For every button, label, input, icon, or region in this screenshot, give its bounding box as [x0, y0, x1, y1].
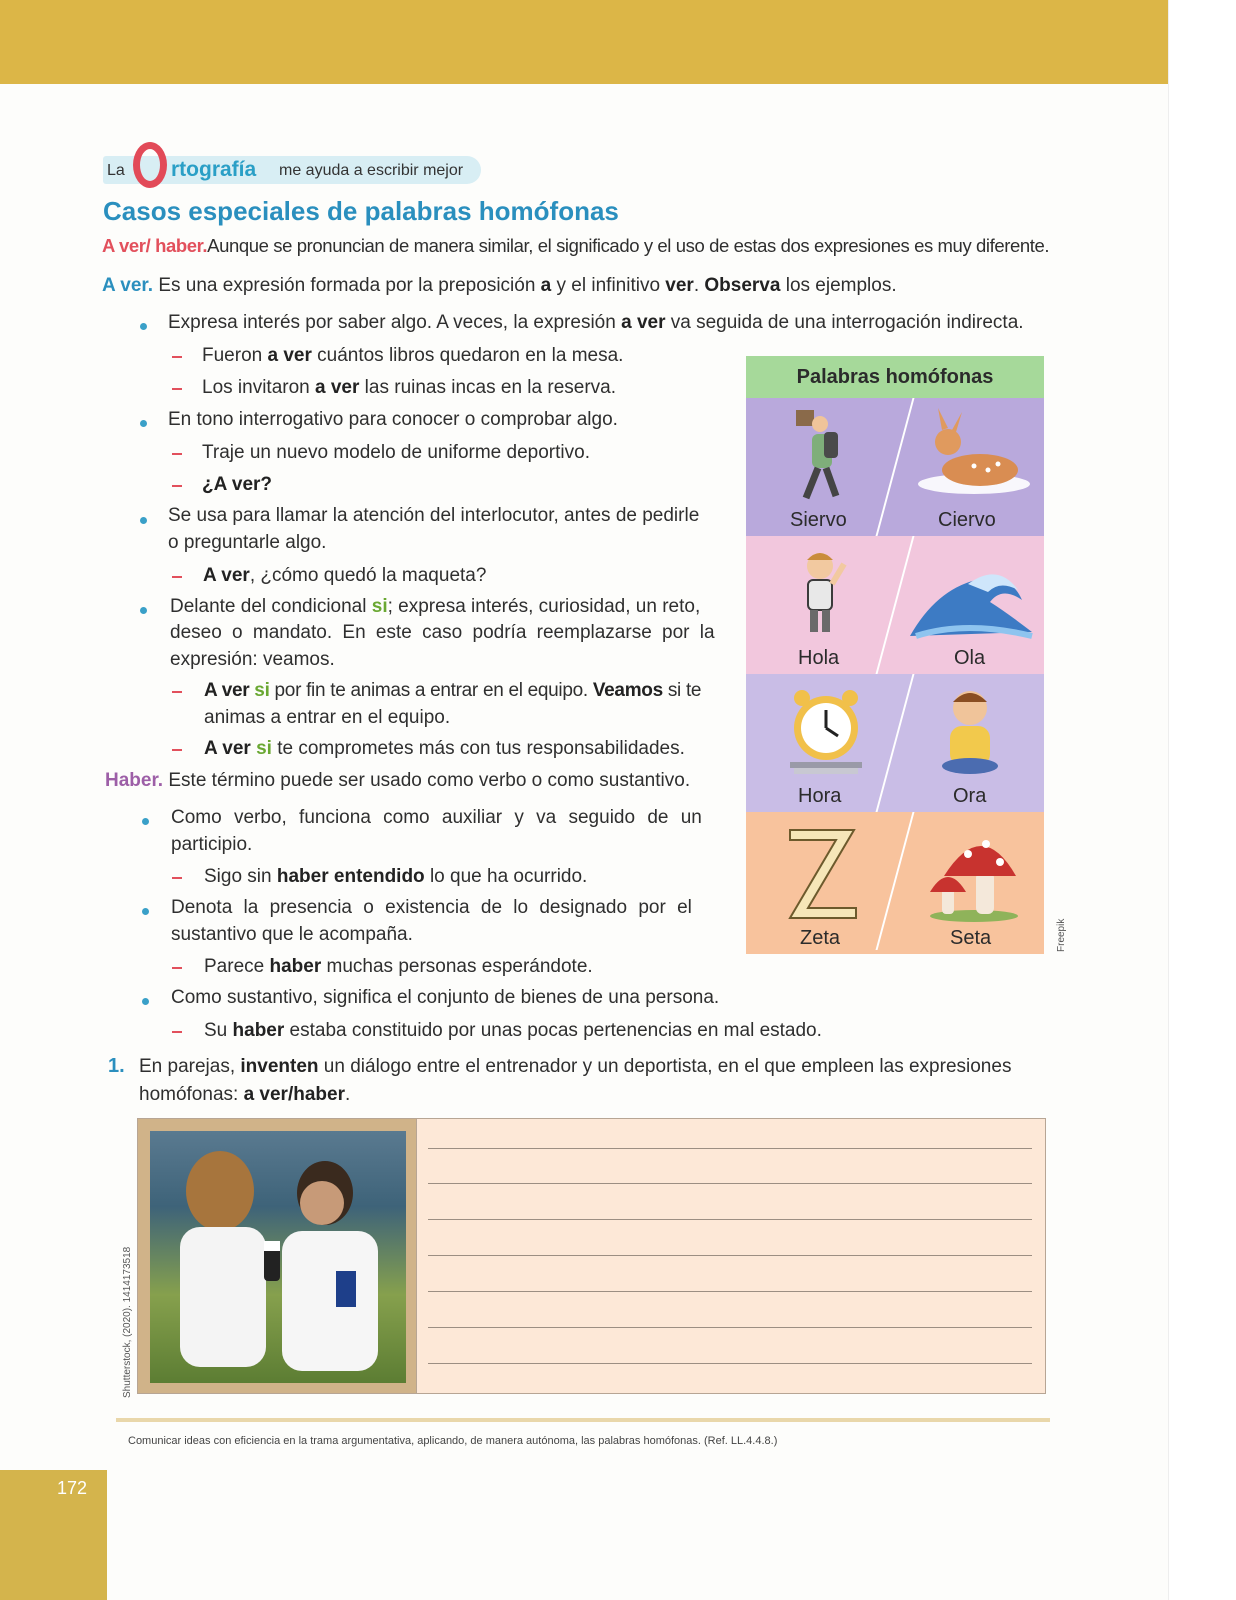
bullet-3-line-2: o preguntarle algo.	[168, 532, 327, 553]
a-ver-text: los ejemplos.	[780, 275, 897, 296]
homophone-right: Ola	[954, 647, 986, 669]
bullet-3-line-1: Se usa para llamar la atención del interlocutor, antes de pedirle	[168, 505, 700, 526]
header-ortografia: rtografía	[171, 158, 257, 181]
example-6-line-1: A ver si por fin te animas a entrar en el equipo. Veamos si te	[204, 680, 702, 701]
praying-boy-icon	[934, 682, 1004, 782]
walking-servant-icon	[784, 406, 854, 506]
exercise-line-1: En parejas, inventen un diálogo entre el entrenador y un deportista, en el que empleen las expresiones	[139, 1056, 1012, 1077]
letter-z-icon	[786, 826, 860, 920]
homophone-left: Hora	[798, 785, 842, 807]
example-1: Fueron a ver cuántos libros quedaron en la mesa.	[202, 345, 624, 366]
dash-icon	[172, 388, 182, 390]
a-ver-bold-a: a	[540, 275, 552, 296]
example-5: A ver, ¿cómo quedó la maqueta?	[203, 565, 487, 586]
interview-illustration	[150, 1131, 406, 1383]
bullet-icon	[142, 818, 149, 825]
a-ver-bold-observa: Observa	[704, 275, 781, 296]
dash-icon	[172, 453, 182, 455]
homophone-left: Siervo	[790, 509, 847, 531]
homophone-row	[746, 674, 1044, 812]
homophone-row	[746, 536, 1044, 674]
bullet-4-line-1: Delante del condicional si; expresa interés, curiosidad, un reto,	[170, 596, 701, 617]
writing-line	[428, 1363, 1032, 1364]
interview-photo	[137, 1118, 417, 1394]
bullet-icon	[140, 323, 147, 330]
dash-icon	[172, 877, 182, 879]
dash-icon	[172, 749, 182, 751]
homophone-left: Hola	[798, 647, 840, 669]
bullet-6-line-2: sustantivo que le acompaña.	[171, 924, 413, 945]
page-number-tab	[0, 1470, 107, 1600]
photo-scene	[150, 1131, 406, 1383]
mushroom-icon	[926, 822, 1022, 922]
bullet-4-line-2: deseo o mandato. En este caso podría reemplazarse por la	[170, 622, 715, 643]
dash-icon	[172, 485, 182, 487]
a-ver-text: y el infinitivo	[551, 275, 666, 296]
page-number: 172	[57, 1478, 88, 1498]
homophone-left: Zeta	[800, 927, 841, 949]
example-10: Su haber estaba constituido por unas pocas pertenencias en mal estado.	[204, 1020, 822, 1041]
footer-rule	[116, 1418, 1050, 1422]
dash-icon	[172, 1031, 182, 1033]
writing-line	[428, 1219, 1032, 1220]
a-ver-bold-ver: ver	[665, 275, 694, 296]
haber-paragraph: Haber. Este término puede ser usado como verbo o como sustantivo.	[105, 770, 691, 791]
row-divider	[876, 398, 915, 536]
dash-icon	[172, 356, 182, 358]
intro-paragraph	[102, 232, 1049, 259]
footer-skill-text: Comunicar ideas con eficiencia en la trama argumentativa, aplicando, de manera autónoma, las palabras homófonas. (Ref. LL.4.4.8.)	[128, 1435, 778, 1447]
example-2: Los invitaron a ver las ruinas incas en la reserva.	[202, 377, 617, 398]
writing-line	[428, 1327, 1032, 1328]
bullet-icon	[140, 420, 147, 427]
bullet-icon	[142, 998, 149, 1005]
homophone-right: Seta	[950, 927, 992, 949]
top-color-band	[0, 0, 1175, 84]
bullet-6-line-1: Denota la presencia o existencia de lo designado por el	[171, 897, 692, 918]
homophone-row	[746, 398, 1044, 536]
deer-icon	[914, 408, 1034, 500]
writing-line	[428, 1291, 1032, 1292]
dash-icon	[172, 691, 182, 693]
photo-credit: Shutterstock, (2020). 1414173518	[122, 1246, 133, 1398]
wave-icon	[906, 550, 1036, 642]
header-la: La	[107, 162, 125, 179]
bullet-icon	[140, 607, 147, 614]
exercise-line-2: homófonas: a ver/haber.	[139, 1084, 351, 1105]
header-subtitle: me ayuda a escribir mejor	[279, 162, 464, 179]
bullet-5-line-1: Como verbo, funciona como auxiliar y va seguido de un	[171, 807, 702, 828]
dash-icon	[172, 576, 182, 578]
example-6-line-2: animas a entrar en el equipo.	[204, 707, 451, 728]
row-divider	[876, 812, 915, 950]
page-edge	[1168, 0, 1236, 1600]
row-divider	[876, 674, 915, 812]
writing-line	[428, 1183, 1032, 1184]
a-ver-text: .	[693, 275, 705, 296]
card-header	[746, 356, 1044, 398]
intro-text: Aunque se pronuncian de manera similar, el significado y el uso de estas dos expresiones es muy diferente.	[207, 235, 1050, 256]
bullet-icon	[142, 908, 149, 915]
example-4: ¿A ver?	[202, 474, 273, 495]
bullet-2: En tono interrogativo para conocer o comprobar algo.	[168, 409, 618, 430]
a-ver-text: Es una expresión formada por la preposición	[153, 275, 541, 296]
bullet-5-line-2: participio.	[171, 834, 253, 855]
writing-line	[428, 1255, 1032, 1256]
example-9: Parece haber muchas personas esperándote.	[204, 956, 593, 977]
bullet-4-line-3: expresión: veamos.	[170, 649, 335, 670]
dash-icon	[172, 967, 182, 969]
bullet-7: Como sustantivo, significa el conjunto de bienes de una persona.	[171, 987, 720, 1008]
intro-label: A ver/ haber.	[102, 235, 208, 256]
waving-boy-icon	[792, 544, 852, 644]
bullet-1: Expresa interés por saber algo. A veces, la expresión a ver va seguida de una interrogación indirecta.	[168, 312, 1024, 333]
homophones-card	[746, 356, 1044, 954]
bullet-icon	[140, 517, 147, 524]
example-8: Sigo sin haber entendido lo que ha ocurrido.	[204, 866, 588, 887]
section-header	[103, 148, 481, 186]
example-3: Traje un nuevo modelo de uniforme deportivo.	[202, 442, 590, 463]
homophone-right: Ciervo	[938, 509, 996, 531]
a-ver-paragraph	[102, 272, 897, 299]
card-title: Palabras homófonas	[796, 366, 994, 388]
big-o-letter-icon	[133, 142, 167, 188]
alarm-clock-icon	[786, 684, 866, 784]
exercise-number: 1.	[108, 1055, 125, 1077]
homophone-row	[746, 812, 1044, 954]
example-7: A ver si te comprometes más con tus responsabilidades.	[204, 738, 685, 759]
writing-line	[428, 1148, 1032, 1149]
a-ver-label: A ver.	[102, 275, 154, 296]
illustration-credit: Freepik	[1056, 918, 1067, 952]
homophone-right: Ora	[953, 785, 987, 807]
page-title: Casos especiales de palabras homófonas	[103, 196, 619, 226]
